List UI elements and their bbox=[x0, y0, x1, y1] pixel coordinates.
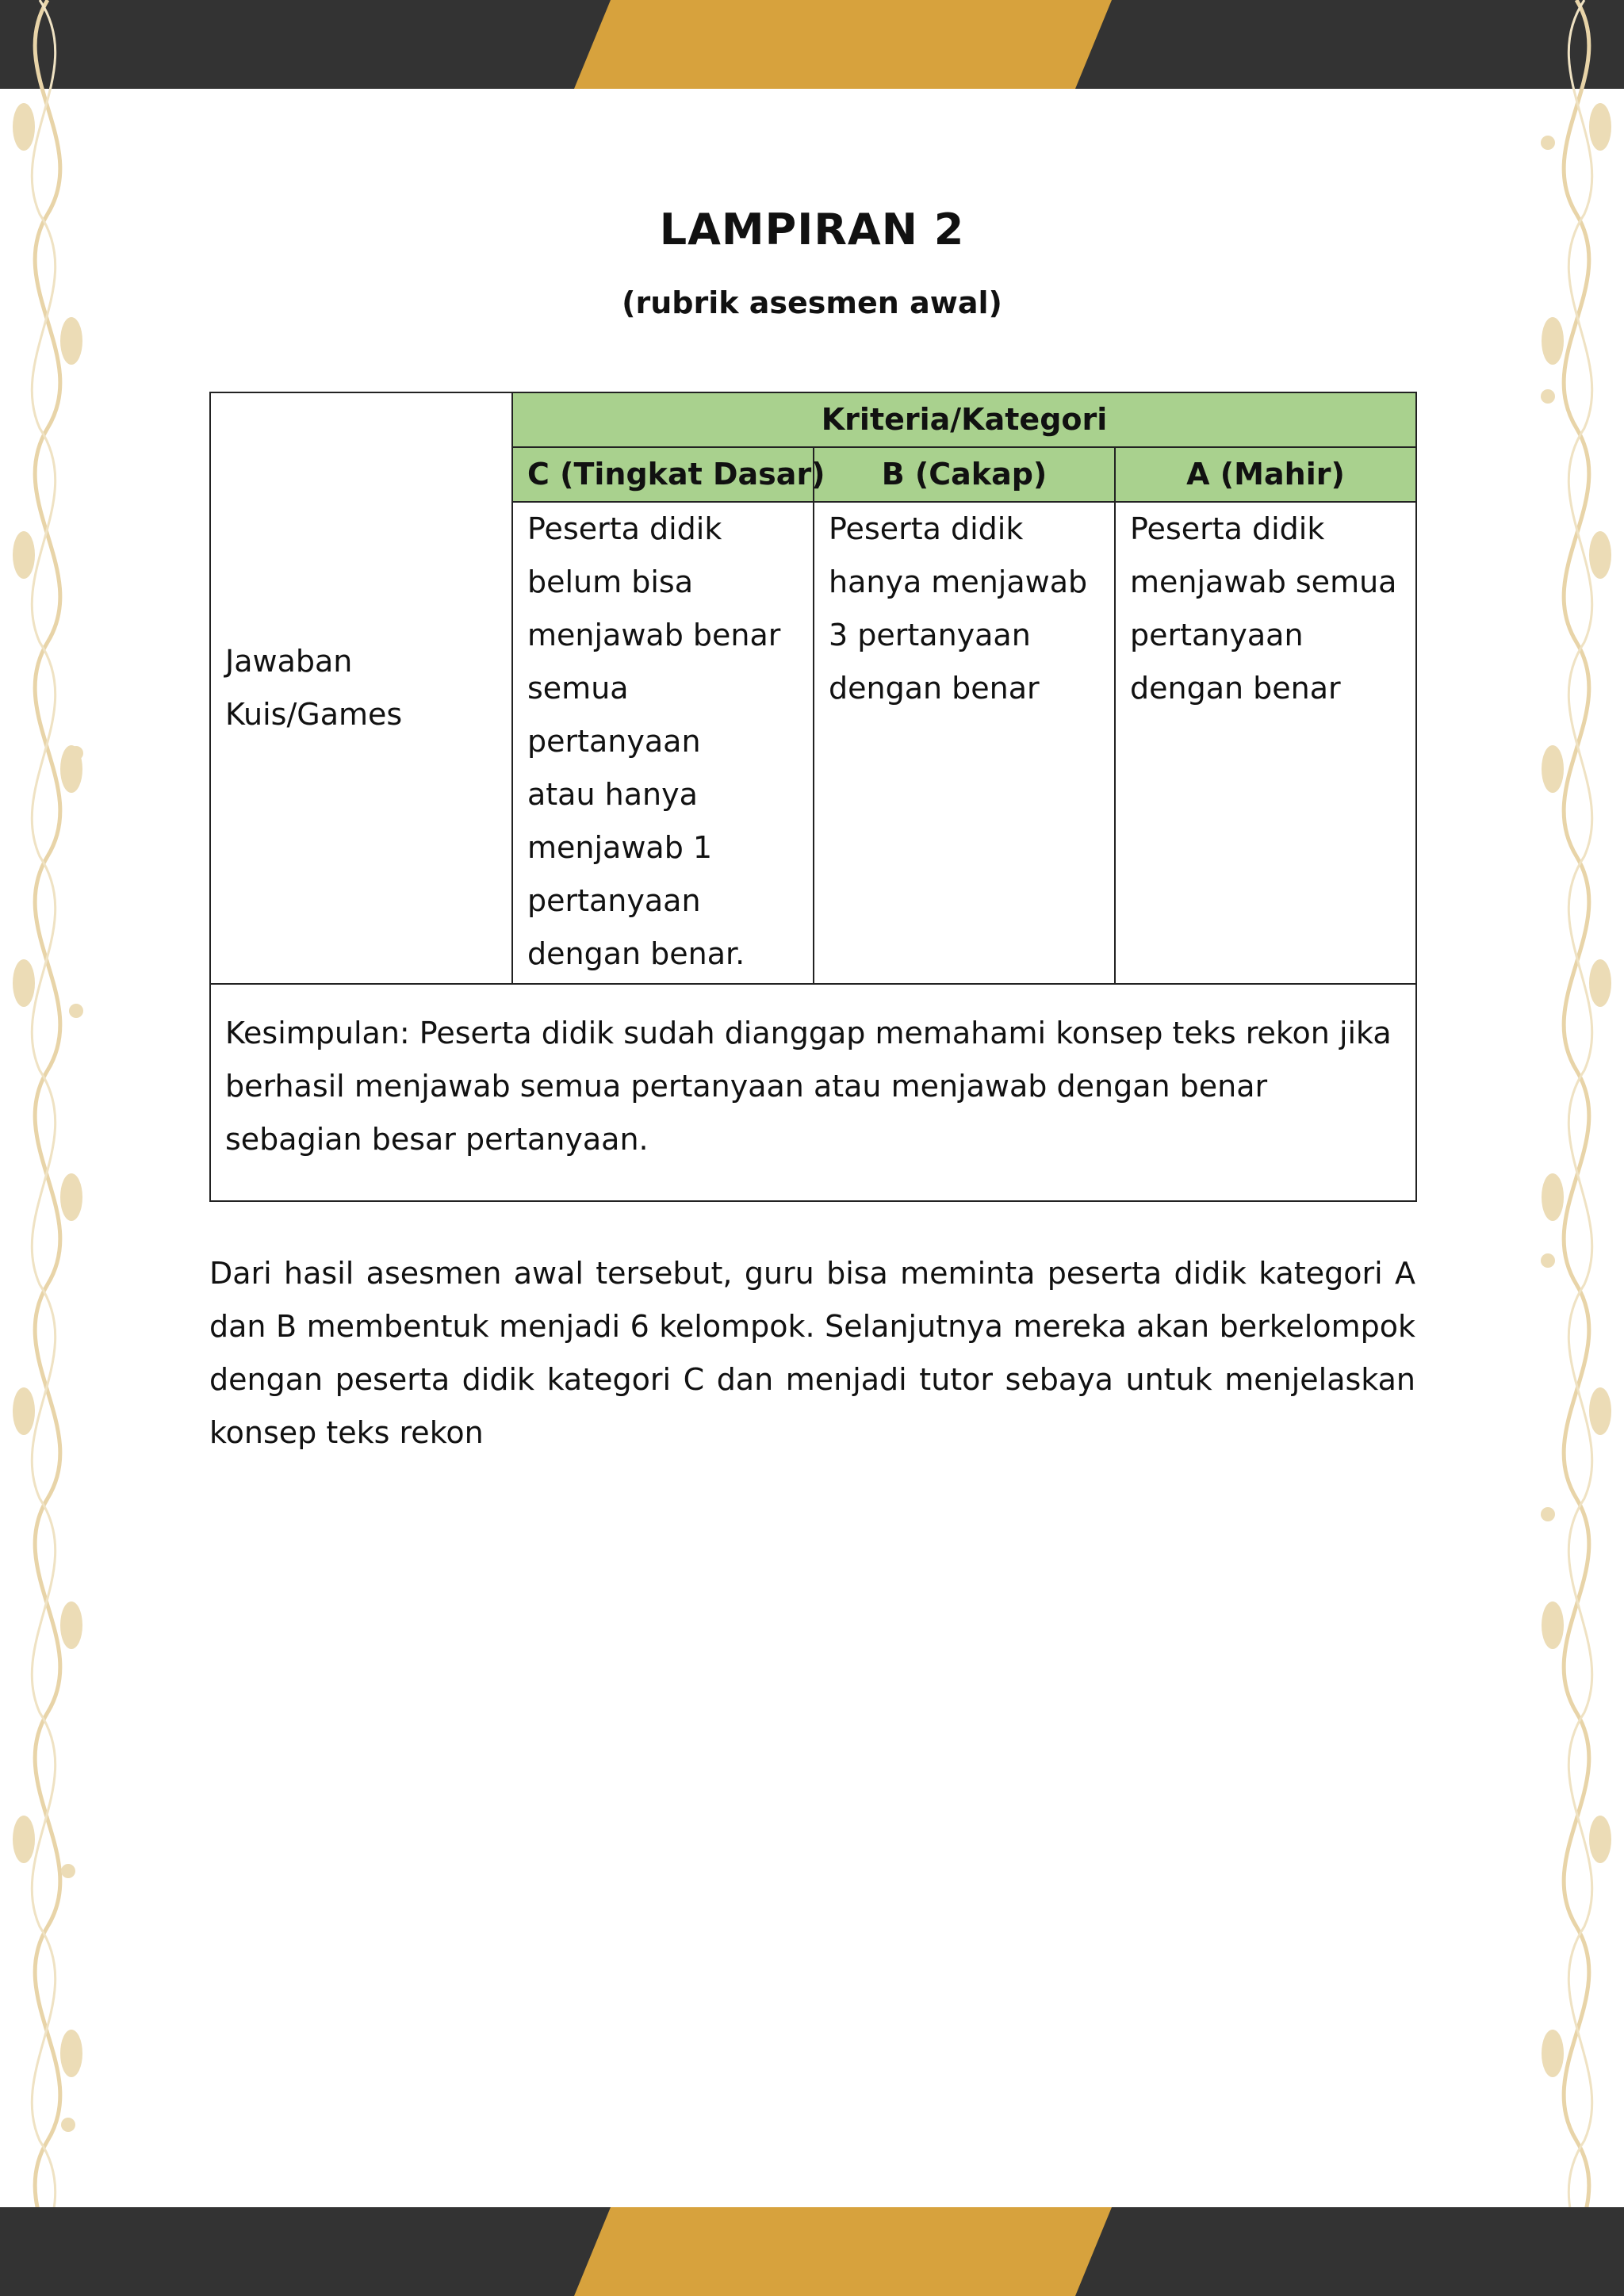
description-line: menjawab benar bbox=[527, 618, 781, 652]
level-header-c: C (Tingkat Dasar) bbox=[512, 447, 814, 502]
rubric-table bbox=[209, 392, 1417, 1202]
level-header-b: B (Cakap) bbox=[814, 447, 1115, 502]
row-label-cell bbox=[210, 392, 512, 984]
description-line: atau hanya bbox=[527, 777, 698, 812]
description-line: Peserta didik bbox=[1130, 511, 1325, 546]
header-accent-stripe bbox=[0, 0, 1624, 89]
description-cell-c bbox=[512, 502, 814, 984]
description-line: Peserta didik bbox=[829, 511, 1024, 546]
body-paragraph: Dari hasil asesmen awal tersebut, guru bisa meminta peserta didik kategori A dan B membentuk menjadi 6 kelompok. Selanjutnya mereka akan berkelompok dengan peserta didik kategori C dan menjadi tutor sebaya untuk menjelaskan konsep teks rekon bbox=[209, 1256, 1415, 1450]
conclusion-text: Kesimpulan: Peserta didik sudah dianggap memahami konsep teks rekon jika berhasil menjawab semua pertanyaan atau menjawab dengan benar sebagian besar pertanyaan. bbox=[225, 1016, 1392, 1157]
description-line: pertanyaan bbox=[527, 883, 701, 918]
criteria-header: Kriteria/Kategori bbox=[512, 392, 1416, 447]
description-line: 3 pertanyaan bbox=[829, 618, 1031, 652]
description-line: Peserta didik bbox=[527, 511, 722, 546]
description-cell-a bbox=[1115, 502, 1416, 984]
left-floral-ornament bbox=[0, 0, 95, 2296]
description-line: menjawab semua bbox=[1130, 564, 1397, 599]
page-subtitle: (rubrik asesmen awal) bbox=[622, 285, 1002, 320]
description-line: belum bisa bbox=[527, 564, 693, 599]
description-cell-b bbox=[814, 502, 1115, 984]
description-line: dengan benar. bbox=[527, 936, 745, 971]
page-title: LAMPIRAN 2 bbox=[659, 205, 965, 254]
footer-bar bbox=[0, 2207, 1624, 2296]
description-line: hanya menjawab bbox=[829, 564, 1088, 599]
description-line: dengan benar bbox=[829, 671, 1040, 706]
row-label-line: Kuis/Games bbox=[225, 697, 403, 732]
description-line: menjawab 1 bbox=[527, 830, 713, 865]
level-header-a: A (Mahir) bbox=[1115, 447, 1416, 502]
right-floral-ornament bbox=[1529, 0, 1624, 2296]
description-line: pertanyaan bbox=[1130, 618, 1304, 652]
description-line: dengan benar bbox=[1130, 671, 1341, 706]
row-label-line: Jawaban bbox=[225, 644, 353, 679]
description-line: semua pertanyaan bbox=[527, 671, 701, 759]
conclusion-cell bbox=[210, 984, 1416, 1201]
header-bar bbox=[0, 0, 1624, 89]
footer-accent-stripe bbox=[0, 2207, 1624, 2296]
